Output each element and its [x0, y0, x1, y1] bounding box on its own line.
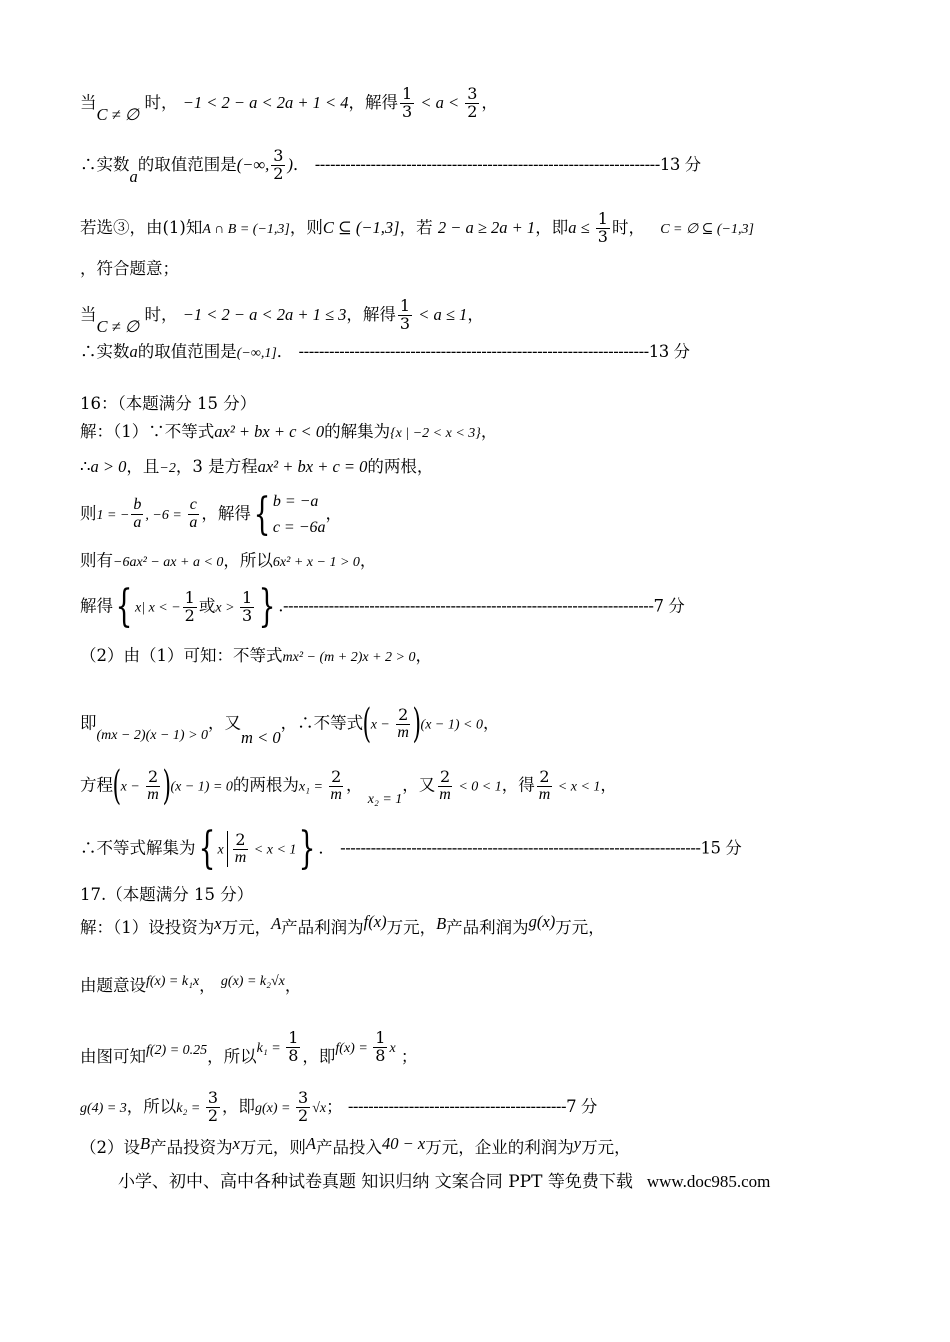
score-13-b: ---------------------------------------------------------------------13 分 — [298, 342, 690, 361]
line-2: ∴实数a的取值范围是(−∞, $\frac{3}{2}$ )． --------------------------------------------------------------------13 分 — [80, 146, 701, 186]
line-16-8: 方程(x − $\frac{2}{m}$ )(x − 1) = 0的两根为x₁ = $\frac{2}{m}$ ， $_{x_2 = 1}$，又 $\frac{2}{m}$ < 0 < 1，得 $\frac{2}{m}$ < x < 1， — [80, 763, 617, 809]
footer-url[interactable]: www.doc985.com — [646, 1172, 771, 1191]
line-16-2: ∴a > 0，且−2，3 是方程ax² + bx + c = 0的两根， — [80, 457, 434, 476]
line-16-1: 解：（1）∵不等式ax² + bx + c < 0的解集为{x | −2 < x < 3}， — [80, 422, 498, 441]
line-16-7: 即$_{(mx - 2)(x - 1) > 0}$，又m < 0，∴不等式(x − $\frac{2}{m}$ )(x − 1) < 0， — [80, 701, 500, 747]
line-16-4: 则有−6ax² − ax + a < 0，所以6x² + x − 1 > 0， — [80, 551, 377, 570]
line-4: ，符合题意； — [80, 259, 179, 278]
line-17-5: （2）设B产品投资为x万元，则A产品投入40 − x万元，企业的利润为y万元， — [80, 1134, 631, 1157]
footer-text: 小学、初中、高中各种试卷真题 知识归纳 文案合同 PPT 等免费下载 — [118, 1172, 633, 1192]
line-5: 当C ≠ ∅ 时， −1 < 2 − a < 2a + 1 ≤ 3，解得 $\frac{1}{3}$ < a ≤ 1， — [80, 296, 484, 336]
line-16-3: 则1 = − $\frac{b}{a}$ , −6 = $\frac{c}{a}$ ，解得{ b = −a c = −6a ， — [80, 488, 343, 540]
line-6: ∴实数a的取值范围是(−∞,1]． ---------------------------------------------------------------------13 分 — [80, 342, 690, 361]
line-16-9: ∴不等式解集为{ x $\frac{2}{m}$ < x < 1} ． -----------------------------------------------------------------------15 分 — [80, 823, 742, 874]
question-16-heading: 16：（本题满分 15 分） — [80, 394, 257, 413]
line-17-2: 由题意设$^{f(x) = k_1x}$， $^{g(x) = k_2√x}$， — [80, 974, 302, 995]
line-17-4: g(4) = 3，所以k₂ = $\frac{3}{2}$ ，即g(x) = $\frac{3}{2}$ √x； -------------------------------------------7 分 — [80, 1088, 597, 1125]
line-16-5: 解得{ x| x < − $\frac{1}{2}$ 或x > $\frac{1}{3}$ } .-------------------------------------------------------------------------7 分 — [80, 581, 685, 632]
line-17-3: 由图可知$^{f(2) = 0.25}$，所以$^{k_1 =}$ $\frac{1}{8}$ ，即$^{f(x) =}$ $\frac{1}{8}$ $^x$ ； — [80, 1028, 418, 1066]
line-16-6: （2）由（1）可知：不等式mx² − (m + 2)x + 2 > 0， — [80, 646, 432, 665]
line-17-1: 解：（1）设投资为x万元，A产品利润为f(x)万元，B产品利润为g(x)万元， — [80, 912, 605, 937]
score-7-b: -------------------------------------------7 分 — [347, 1096, 597, 1116]
score-13-a: --------------------------------------------------------------------13 分 — [314, 154, 701, 174]
line-1: 当C ≠ ∅ 时， −1 < 2 − a < 2a + 1 < 4，解得 $\frac{1}{3}$ < a < $\frac{3}{2}$ ， — [80, 84, 498, 124]
line-3: 若选③，由(1)知A ∩ B = (−1,3]，则C ⊆ (−1,3]，若 2 − a ≥ 2a + 1，即a ≤ $\frac{1}{3}$ 时， C = ∅ ⊆ (−1,3] — [80, 209, 754, 246]
question-17-heading: 17.（本题满分 15 分） — [80, 885, 254, 904]
score-7-a: .-------------------------------------------------------------------------7 分 — [278, 596, 685, 616]
footer — [118, 1167, 770, 1192]
score-15: -----------------------------------------------------------------------15 分 — [340, 838, 742, 858]
